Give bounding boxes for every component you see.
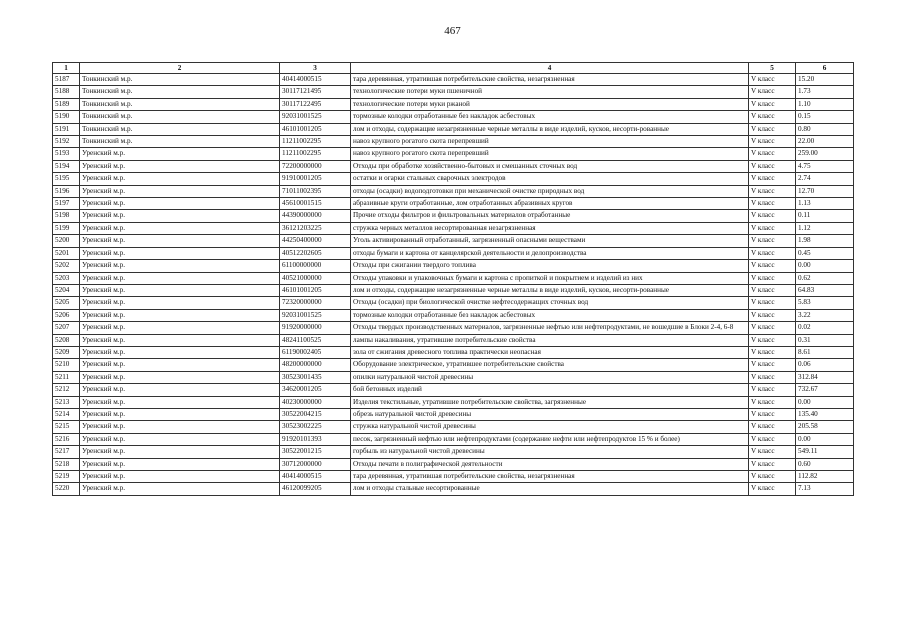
waste-amount: 1.10: [796, 98, 854, 110]
waste-description: остатки и огарки стальных сварочных электродов: [351, 173, 749, 185]
table-row: [53, 384, 854, 396]
waste-amount: 0.00: [796, 396, 854, 408]
waste-amount: 135.40: [796, 408, 854, 420]
hazard-class: V класс: [749, 408, 796, 420]
waste-description: Изделия текстильные, утратившие потребительские свойства, загрязненные: [351, 396, 749, 408]
waste-code: 34620001205: [280, 384, 351, 396]
waste-amount: 0.00: [796, 260, 854, 272]
waste-amount: 15.20: [796, 74, 854, 86]
waste-amount: 112.82: [796, 471, 854, 483]
hazard-class: V класс: [749, 74, 796, 86]
table-row: [53, 173, 854, 185]
table-row: [53, 371, 854, 383]
row-number: 5214: [53, 408, 80, 420]
waste-description: технологические потери муки ржаной: [351, 98, 749, 110]
row-number: 5205: [53, 297, 80, 309]
waste-amount: 5.83: [796, 297, 854, 309]
table-row: [53, 222, 854, 234]
hazard-class: V класс: [749, 198, 796, 210]
hazard-class: V класс: [749, 98, 796, 110]
hazard-class: V класс: [749, 458, 796, 470]
waste-amount: 64.83: [796, 284, 854, 296]
row-number: 5213: [53, 396, 80, 408]
table-row: [53, 111, 854, 123]
row-number: 5208: [53, 334, 80, 346]
district-name: Уренский м.р.: [80, 235, 280, 247]
waste-amount: 0.11: [796, 210, 854, 222]
table-row: [53, 260, 854, 272]
waste-description: стружка натуральной чистой древесины: [351, 421, 749, 433]
hazard-class: V класс: [749, 297, 796, 309]
waste-description: навоз крупного рогатого скота перепревший: [351, 148, 749, 160]
waste-code: 30522004215: [280, 408, 351, 420]
waste-code: 36121203225: [280, 222, 351, 234]
hazard-class: V класс: [749, 272, 796, 284]
district-name: Уренский м.р.: [80, 421, 280, 433]
table-row: [53, 98, 854, 110]
row-number: 5206: [53, 309, 80, 321]
row-number: 5189: [53, 98, 80, 110]
row-number: 5219: [53, 471, 80, 483]
table-row: [53, 284, 854, 296]
district-name: Тонкинский м.р.: [80, 74, 280, 86]
table-row: [53, 86, 854, 98]
table-row: [53, 346, 854, 358]
district-name: Тонкинский м.р.: [80, 111, 280, 123]
row-number: 5191: [53, 123, 80, 135]
waste-description: лом и отходы, содержащие незагрязненные черные металлы в виде изделий, кусков, несорти-рованные: [351, 284, 749, 296]
waste-amount: 4.75: [796, 160, 854, 172]
district-name: Уренский м.р.: [80, 160, 280, 172]
row-number: 5216: [53, 433, 80, 445]
waste-description: тормозные колодки отработанные без накладок асбестовых: [351, 111, 749, 123]
hazard-class: V класс: [749, 247, 796, 259]
district-name: Уренский м.р.: [80, 309, 280, 321]
waste-amount: 0.02: [796, 322, 854, 334]
hazard-class: V класс: [749, 322, 796, 334]
table-row: [53, 359, 854, 371]
district-name: Уренский м.р.: [80, 272, 280, 284]
table-row: [53, 136, 854, 148]
district-name: Уренский м.р.: [80, 359, 280, 371]
waste-amount: 0.45: [796, 247, 854, 259]
waste-description: лом и отходы стальные несортированные: [351, 483, 749, 495]
hazard-class: V класс: [749, 123, 796, 135]
row-number: 5218: [53, 458, 80, 470]
waste-description: бой бетонных изделий: [351, 384, 749, 396]
row-number: 5207: [53, 322, 80, 334]
hazard-class: V класс: [749, 471, 796, 483]
column-header-3: 3: [280, 63, 351, 74]
row-number: 5198: [53, 210, 80, 222]
waste-code: 91920000000: [280, 322, 351, 334]
row-number: 5200: [53, 235, 80, 247]
district-name: Уренский м.р.: [80, 185, 280, 197]
district-name: Тонкинский м.р.: [80, 123, 280, 135]
waste-code: 72320000000: [280, 297, 351, 309]
district-name: Уренский м.р.: [80, 483, 280, 495]
waste-code: 11211002295: [280, 136, 351, 148]
waste-code: 30523001435: [280, 371, 351, 383]
waste-amount: 1.73: [796, 86, 854, 98]
district-name: Уренский м.р.: [80, 210, 280, 222]
hazard-class: V класс: [749, 260, 796, 272]
district-name: Уренский м.р.: [80, 222, 280, 234]
waste-description: Оборудование электрическое, утратившее потребительские свойства: [351, 359, 749, 371]
waste-amount: 0.15: [796, 111, 854, 123]
waste-description: Прочие отходы фильтров и фильтровальных материалов отработанные: [351, 210, 749, 222]
row-number: 5192: [53, 136, 80, 148]
hazard-class: V класс: [749, 222, 796, 234]
hazard-class: V класс: [749, 86, 796, 98]
row-number: 5217: [53, 446, 80, 458]
waste-amount: 549.11: [796, 446, 854, 458]
row-number: 5188: [53, 86, 80, 98]
waste-amount: 7.13: [796, 483, 854, 495]
hazard-class: V класс: [749, 446, 796, 458]
table-row: [53, 148, 854, 160]
waste-amount: 0.60: [796, 458, 854, 470]
waste-amount: 1.98: [796, 235, 854, 247]
hazard-class: V класс: [749, 309, 796, 321]
column-header-2: 2: [80, 63, 280, 74]
table-row: [53, 458, 854, 470]
table-row: [53, 334, 854, 346]
waste-amount: 1.13: [796, 198, 854, 210]
row-number: 5202: [53, 260, 80, 272]
hazard-class: V класс: [749, 185, 796, 197]
waste-code: 40414000515: [280, 471, 351, 483]
waste-description: навоз крупного рогатого скота перепревший: [351, 136, 749, 148]
waste-description: опилки натуральной чистой древесины: [351, 371, 749, 383]
hazard-class: V класс: [749, 396, 796, 408]
waste-code: 40414000515: [280, 74, 351, 86]
table-row: [53, 421, 854, 433]
table-row: [53, 471, 854, 483]
waste-description: тормозные колодки отработанные без накладок асбестовых: [351, 309, 749, 321]
waste-amount: 0.62: [796, 272, 854, 284]
table-header-row: [53, 63, 854, 74]
waste-description: отходы (осадки) водоподготовки при механической очистке природных вод: [351, 185, 749, 197]
waste-amount: 0.31: [796, 334, 854, 346]
waste-amount: 12.70: [796, 185, 854, 197]
waste-description: технологические потери муки пшеничной: [351, 86, 749, 98]
table-row: [53, 322, 854, 334]
waste-amount: 3.22: [796, 309, 854, 321]
waste-code: 30523002225: [280, 421, 351, 433]
row-number: 5220: [53, 483, 80, 495]
waste-amount: 1.12: [796, 222, 854, 234]
row-number: 5212: [53, 384, 80, 396]
waste-code: 44250400000: [280, 235, 351, 247]
waste-code: 30712000000: [280, 458, 351, 470]
waste-code: 92031001525: [280, 309, 351, 321]
row-number: 5187: [53, 74, 80, 86]
hazard-class: V класс: [749, 421, 796, 433]
waste-code: 91910001205: [280, 173, 351, 185]
waste-description: песок, загрязненный нефтью или нефтепродуктами (содержание нефти или нефтепродуктов 15 % и более): [351, 433, 749, 445]
waste-description: Уголь активированный отработанный, загрязненный опасными веществами: [351, 235, 749, 247]
waste-amount: 259.00: [796, 148, 854, 160]
district-name: Уренский м.р.: [80, 471, 280, 483]
table-body: [53, 74, 854, 496]
waste-description: тара деревянная, утратившая потребительские свойства, незагрязненная: [351, 471, 749, 483]
district-name: Уренский м.р.: [80, 173, 280, 185]
row-number: 5190: [53, 111, 80, 123]
waste-amount: 8.61: [796, 346, 854, 358]
hazard-class: V класс: [749, 235, 796, 247]
column-header-4: 4: [351, 63, 749, 74]
district-name: Уренский м.р.: [80, 247, 280, 259]
row-number: 5209: [53, 346, 80, 358]
column-header-1: 1: [53, 63, 80, 74]
hazard-class: V класс: [749, 371, 796, 383]
district-name: Уренский м.р.: [80, 148, 280, 160]
waste-amount: 205.58: [796, 421, 854, 433]
waste-amount: 0.80: [796, 123, 854, 135]
district-name: Уренский м.р.: [80, 396, 280, 408]
district-name: Уренский м.р.: [80, 297, 280, 309]
district-name: Уренский м.р.: [80, 334, 280, 346]
table-row: [53, 483, 854, 495]
row-number: 5196: [53, 185, 80, 197]
waste-code: 61190002405: [280, 346, 351, 358]
hazard-class: V класс: [749, 210, 796, 222]
waste-code: 46101001205: [280, 123, 351, 135]
waste-code: 30117122495: [280, 98, 351, 110]
district-name: Тонкинский м.р.: [80, 98, 280, 110]
waste-code: 72200000000: [280, 160, 351, 172]
hazard-class: V класс: [749, 160, 796, 172]
table-row: [53, 396, 854, 408]
district-name: Уренский м.р.: [80, 198, 280, 210]
hazard-class: V класс: [749, 359, 796, 371]
district-name: Уренский м.р.: [80, 458, 280, 470]
row-number: 5203: [53, 272, 80, 284]
waste-amount: 0.06: [796, 359, 854, 371]
district-name: Уренский м.р.: [80, 433, 280, 445]
district-name: Тонкинский м.р.: [80, 86, 280, 98]
waste-description: Отходы печати в полиграфической деятельности: [351, 458, 749, 470]
table-row: [53, 272, 854, 284]
row-number: 5197: [53, 198, 80, 210]
hazard-class: V класс: [749, 173, 796, 185]
district-name: Уренский м.р.: [80, 284, 280, 296]
waste-code: 40512202605: [280, 247, 351, 259]
waste-description: Отходы при обработке хозяйственно-бытовых и смешанных сточных вод: [351, 160, 749, 172]
district-name: Тонкинский м.р.: [80, 136, 280, 148]
table-row: [53, 408, 854, 420]
waste-code: 48200000000: [280, 359, 351, 371]
column-header-6: 6: [796, 63, 854, 74]
waste-code: 45610001515: [280, 198, 351, 210]
waste-amount: 732.67: [796, 384, 854, 396]
waste-code: 30522001215: [280, 446, 351, 458]
waste-description: Отходы (осадки) при биологической очистке нефтесодержащих сточных вод: [351, 297, 749, 309]
district-name: Уренский м.р.: [80, 384, 280, 396]
waste-code: 40230000000: [280, 396, 351, 408]
district-name: Уренский м.р.: [80, 371, 280, 383]
waste-description: абразивные круги отработанные, лом отработанных абразивных кругов: [351, 198, 749, 210]
waste-code: 48241100525: [280, 334, 351, 346]
waste-code: 92031001525: [280, 111, 351, 123]
row-number: 5211: [53, 371, 80, 383]
hazard-class: V класс: [749, 148, 796, 160]
district-name: Уренский м.р.: [80, 346, 280, 358]
district-name: Уренский м.р.: [80, 408, 280, 420]
table-row: [53, 74, 854, 86]
hazard-class: V класс: [749, 433, 796, 445]
hazard-class: V класс: [749, 346, 796, 358]
row-number: 5204: [53, 284, 80, 296]
waste-code: 40521000000: [280, 272, 351, 284]
waste-description: отходы бумаги и картона от канцелярской деятельности и делопроизводства: [351, 247, 749, 259]
hazard-class: V класс: [749, 334, 796, 346]
waste-code: 46101001205: [280, 284, 351, 296]
table-row: [53, 309, 854, 321]
waste-description: Отходы упаковки и упаковочных бумаги и картона с пропиткой и покрытием и изделий из них: [351, 272, 749, 284]
row-number: 5194: [53, 160, 80, 172]
waste-code: 46120099205: [280, 483, 351, 495]
waste-description: тара деревянная, утратившая потребительские свойства, незагрязненная: [351, 74, 749, 86]
table-row: [53, 446, 854, 458]
row-number: 5195: [53, 173, 80, 185]
waste-code: 44390000000: [280, 210, 351, 222]
row-number: 5199: [53, 222, 80, 234]
table-row: [53, 185, 854, 197]
hazard-class: V класс: [749, 136, 796, 148]
waste-amount: 22.00: [796, 136, 854, 148]
row-number: 5201: [53, 247, 80, 259]
waste-amount: 2.74: [796, 173, 854, 185]
column-header-5: 5: [749, 63, 796, 74]
waste-description: горбыль из натуральной чистой древесины: [351, 446, 749, 458]
table-row: [53, 433, 854, 445]
waste-description: лампы накаливания, утратившие потребительские свойства: [351, 334, 749, 346]
table-row: [53, 123, 854, 135]
waste-code: 61100000000: [280, 260, 351, 272]
waste-code: 11211002295: [280, 148, 351, 160]
district-name: Уренский м.р.: [80, 260, 280, 272]
waste-code: 91920101393: [280, 433, 351, 445]
waste-table: [52, 62, 854, 496]
waste-code: 71011002395: [280, 185, 351, 197]
hazard-class: V класс: [749, 483, 796, 495]
page-number: 467: [444, 25, 461, 37]
table-row: [53, 247, 854, 259]
waste-description: стружка черных металлов несортированная незагрязненная: [351, 222, 749, 234]
waste-description: лом и отходы, содержащие незагрязненные черные металлы в виде изделий, кусков, несорти-рованные: [351, 123, 749, 135]
hazard-class: V класс: [749, 384, 796, 396]
district-name: Уренский м.р.: [80, 446, 280, 458]
row-number: 5210: [53, 359, 80, 371]
waste-amount: 312.84: [796, 371, 854, 383]
district-name: Уренский м.р.: [80, 322, 280, 334]
row-number: 5215: [53, 421, 80, 433]
waste-code: 30117121495: [280, 86, 351, 98]
table-row: [53, 235, 854, 247]
row-number: 5193: [53, 148, 80, 160]
table-row: [53, 198, 854, 210]
waste-description: зола от сжигания древесного топлива практически неопасная: [351, 346, 749, 358]
waste-description: Отходы твердых производственных материалов, загрязненные нефтью или нефтепродуктами, не вошедшие в Блоки 2-4, 6-8: [351, 322, 749, 334]
waste-description: обрезь натуральной чистой древесины: [351, 408, 749, 420]
table-row: [53, 160, 854, 172]
table-row: [53, 297, 854, 309]
hazard-class: V класс: [749, 284, 796, 296]
waste-description: Отходы при сжигании твердого топлива: [351, 260, 749, 272]
hazard-class: V класс: [749, 111, 796, 123]
table-row: [53, 210, 854, 222]
waste-amount: 0.00: [796, 433, 854, 445]
